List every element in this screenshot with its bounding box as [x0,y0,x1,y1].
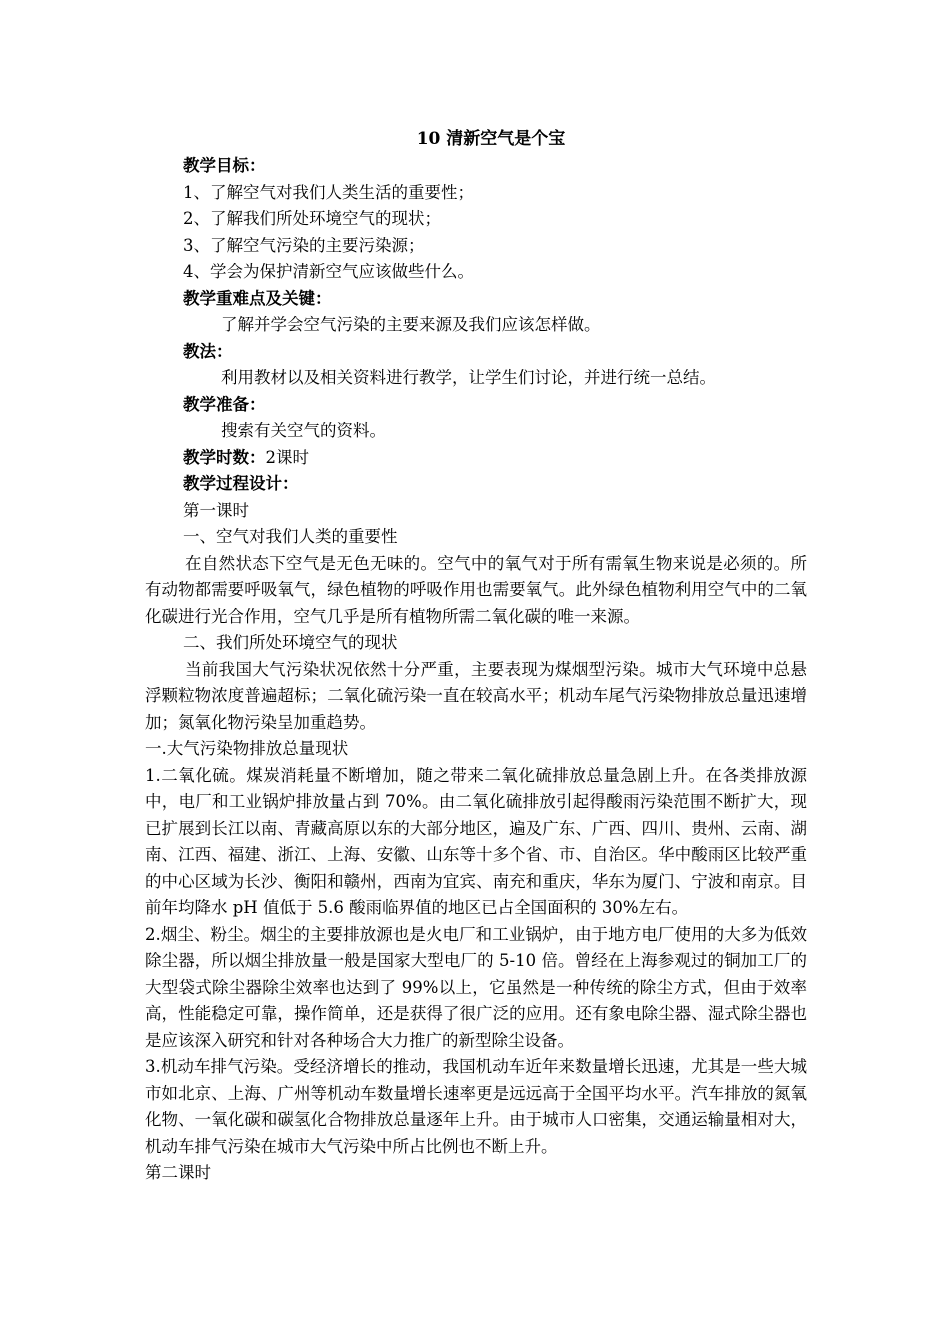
section2-title: 二、我们所处环境空气的现状 [183,633,398,652]
key-points-heading: 教学重难点及关键： [183,288,332,308]
method-heading: 教法： [183,341,233,361]
lesson2-label: 第二课时 [145,1163,211,1182]
section1-body [145,551,807,631]
item2-paragraph: 2.烟尘、粉尘。烟尘的主要排放源也是火电厂和工业锅炉，由于地方电厂使用的大多为低效除尘器，所以烟尘排放量一般是国家大型电厂的 5-10 倍。曾经在上海参观过的铜加工厂的大型袋式除尘器除尘效率也达到了 99%以上，它虽然是一种传统的除尘方式，但由于效率高，性能稳定可靠，操作简单，还是获得了很广泛的应用。还有象电除尘器、湿式除尘器也是应该深入研究和针对各种场合大力推广的新型除尘设备。 [145,924,807,1050]
item3-paragraph: 3.机动车排气污染。受经济增长的推动，我国机动车近年来数量增长迅速，尤其是一些大城市如北京、上海、广州等机动车数量增长速率更是远远高于全国平均水平。汽车排放的氮氧化物、一氧化碳和碳氢化合物排放总量逐年上升。由于城市人口密集，交通运输量相对大，机动车排气污染在城市大气污染中所占比例也不断上升。 [145,1057,807,1156]
objective-item: 3、了解空气污染的主要污染源； [183,235,425,255]
method-text: 利用教材以及相关资料进行教学，让学生们讨论，并进行统一总结。 [221,368,716,387]
hours-heading: 教学时数： [183,447,266,467]
preparation-heading: 教学准备： [183,394,266,414]
objectives-heading: 教学目标： [183,156,266,175]
subsection-title: 一.大气污染物排放总量现状 [145,739,349,758]
document-page [145,126,807,1187]
section1-paragraph: 在自然状态下空气是无色无味的。空气中的氧气对于所有需氧生物来说是必须的。所有动物都需要呼吸氧气，绿色植物的呼吸作用也需要氧气。此外绿色植物利用空气中的二氧化碳进行光合作用，空气几乎是所有植物所需二氧化碳的唯一来源。 [145,553,807,626]
key-points-text: 了解并学会空气污染的主要来源及我们应该怎样做。 [221,315,601,334]
section1-title: 一、空气对我们人类的重要性 [183,527,398,546]
section2-paragraph: 当前我国大气污染状况依然十分严重，主要表现为煤烟型污染。城市大气环境中总悬浮颗粒物浓度普遍超标；二氧化硫污染一直在较高水平；机动车尾气污染物排放总量迅速增加；氮氧化物污染呈加重趋势。 [145,659,807,732]
objective-item: 4、学会为保护清新空气应该做些什么。 [183,262,474,281]
item1-paragraph: 1.二氧化硫。煤炭消耗量不断增加，随之带来二氧化硫排放总量急剧上升。在各类排放源中，电厂和工业锅炉排放量占到 70%。由二氧化硫排放引起得酸雨污染范围不断扩大，现已扩展到长江以南、青藏高原以东的大部分地区，遍及广东、广西、四川、贵州、云南、湖南、江西、福建、浙江、上海、安徽、山东等十多个省、市、自治区。华中酸雨区比较严重的中心区域为长沙、衡阳和赣州，西南为宜宾、南充和重庆，华东为厦门、宁波和南京。目前年均降水 pH 值低于 5.6 酸雨临界值的地区已占全国面积的 30%左右。 [145,765,807,917]
document-title: 10 清新空气是个宝 [416,129,566,149]
hours-line [145,445,807,472]
lesson1-label: 第一课时 [183,500,249,520]
process-heading: 教学过程设计： [183,474,299,493]
objective-item: 2、了解我们所处环境空气的现状； [183,209,441,228]
objective-item: 1、了解空气对我们人类生活的重要性； [183,182,474,202]
hours-value: 2课时 [265,447,309,467]
preparation-text: 搜索有关空气的资料。 [221,421,386,440]
section2-body [145,657,807,737]
